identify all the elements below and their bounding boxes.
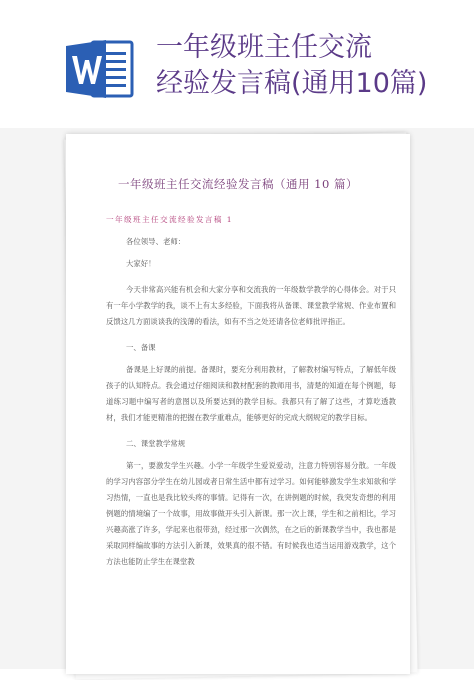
intro-paragraph: 今天非常高兴能有机会和大家分享和交流我的一年级数学教学的心得体会。对于只有一年小学教学的我，谈不上有太多经验，下面我将从备课、课堂教学常规、作业布置和反馈这几方面谈谈我的浅薄的看法，如有不当之处还请各位老师批评指正。	[106, 285, 396, 326]
banner-title-line-1: 一年级班主任交流	[156, 32, 372, 63]
section-1-paragraph: 备课是上好课的前提。备课时，要充分利用教材，了解教材编写特点，了解低年级孩子的认知特点。我会通过仔细阅读和教材配套的教师用书，清楚的知道在每个例题，每道练习题中编写者的意图以及所要达到的教学目标。我都只有了解了这些，才算吃透教材，我们才能更精准的把握在教学重难点，能够更好的完成大纲规定的教学目标。	[106, 365, 396, 422]
document-body	[106, 234, 396, 580]
section-2-paragraph: 第一，要激发学生兴趣。小学一年级学生爱说爱动，注意力特别容易分散。一年级的学习内容部分学生在幼儿园或者日常生活中都有过学习。如何能够激发学生求知欲和学习热情，一直也是我比较头疼的事情。记得有一次，在讲例题的时候，我突发奇想的利用例题的情境编了一个故事，用故事做开头引入新课。那一次上课，学生和之前相比，学习兴趣高涨了许多，学起来也很带劲，经过那一次偶然，在之后的新课教学当中，我也都是采取同样编故事的方法引入新课，效果真的很不错。有时候我也适当运用游戏教学，这个方法也能防止学生在课堂教	[106, 461, 396, 566]
banner-title-line-2: 经验发言稿(通用10篇)	[156, 68, 428, 99]
document-title: 一年级班主任交流经验发言稿（通用 10 篇）	[118, 177, 358, 191]
document-page	[66, 134, 410, 674]
document-subtitle: 一年级班主任交流经验发言稿 1	[106, 215, 233, 224]
section-heading-2: 二、课堂教学常规	[126, 439, 186, 448]
salutation: 各位领导、老师：	[126, 237, 186, 246]
banner-title	[156, 30, 470, 102]
word-doc-icon	[66, 38, 134, 100]
title-banner	[0, 0, 474, 128]
greeting: 大家好！	[126, 259, 156, 268]
section-heading-1: 一、备课	[126, 343, 156, 352]
